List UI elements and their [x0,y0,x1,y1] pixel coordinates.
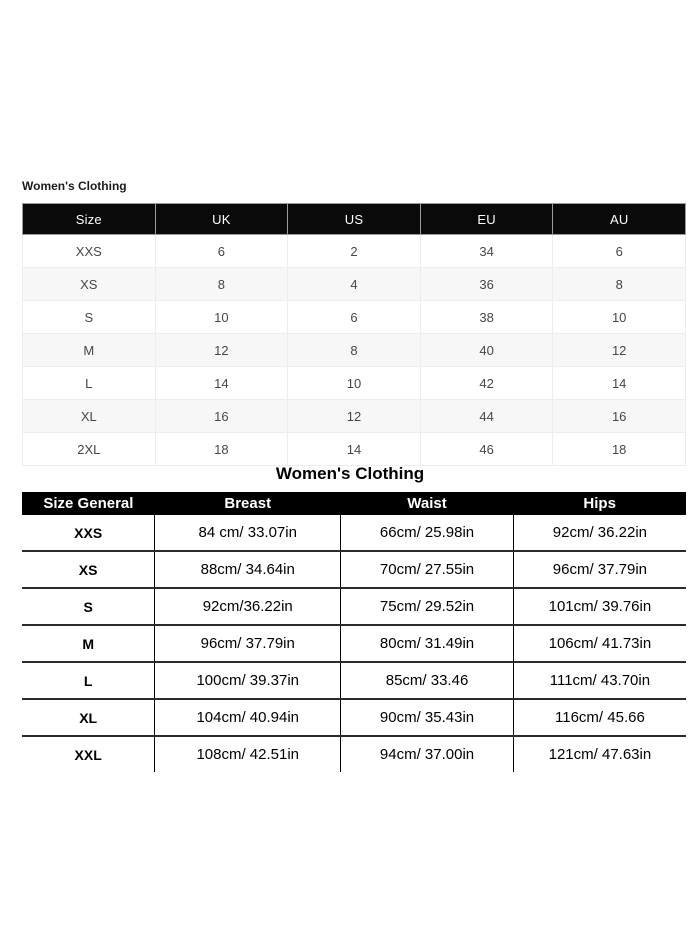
header-row [23,204,686,235]
table-row [23,400,686,433]
value-cell: 101cm/ 39.76in [513,588,686,625]
table-row [22,699,686,736]
value-cell: 10 [155,301,288,334]
value-cell: 106cm/ 41.73in [513,625,686,662]
value-cell: 80cm/ 31.49in [341,625,514,662]
value-cell: 96cm/ 37.79in [155,625,341,662]
table-row [22,662,686,699]
value-cell: 85cm/ 33.46 [341,662,514,699]
size-label-cell: M [23,334,156,367]
value-cell: 104cm/ 40.94in [155,699,341,736]
value-cell: 75cm/ 29.52in [341,588,514,625]
value-cell: 10 [288,367,421,400]
table-row [22,588,686,625]
column-header: Size General [22,492,155,515]
value-cell: 6 [288,301,421,334]
value-cell: 66cm/ 25.98in [341,515,514,551]
value-cell: 8 [155,268,288,301]
table-row [23,367,686,400]
value-cell: 121cm/ 47.63in [513,736,686,772]
value-cell: 90cm/ 35.43in [341,699,514,736]
value-cell: 14 [155,367,288,400]
size-label-cell: S [22,588,155,625]
size-label-cell: XXL [22,736,155,772]
value-cell: 42 [420,367,553,400]
column-header: Breast [155,492,341,515]
size-label-cell: XL [22,699,155,736]
size-conversion-table [22,203,686,466]
value-cell: 8 [288,334,421,367]
size-label-cell: XL [23,400,156,433]
value-cell: 92cm/ 36.22in [513,515,686,551]
value-cell: 116cm/ 45.66 [513,699,686,736]
table-row [22,625,686,662]
conversion-table-title: Women's Clothing [22,179,127,193]
size-label-cell: XS [23,268,156,301]
value-cell: 14 [553,367,686,400]
column-header: AU [553,204,686,235]
value-cell: 12 [553,334,686,367]
value-cell: 96cm/ 37.79in [513,551,686,588]
column-header: US [288,204,421,235]
table-row [23,268,686,301]
size-label-cell: XXS [22,515,155,551]
value-cell: 4 [288,268,421,301]
value-cell: 18 [553,433,686,466]
column-header: EU [420,204,553,235]
value-cell: 108cm/ 42.51in [155,736,341,772]
value-cell: 12 [288,400,421,433]
table-row [23,433,686,466]
value-cell: 92cm/36.22in [155,588,341,625]
value-cell: 6 [553,235,686,268]
value-cell: 6 [155,235,288,268]
column-header: Waist [341,492,514,515]
size-label-cell: L [22,662,155,699]
value-cell: 94cm/ 37.00in [341,736,514,772]
table-row [22,736,686,772]
value-cell: 70cm/ 27.55in [341,551,514,588]
value-cell: 88cm/ 34.64in [155,551,341,588]
value-cell: 14 [288,433,421,466]
table-row [23,334,686,367]
value-cell: 44 [420,400,553,433]
value-cell: 38 [420,301,553,334]
value-cell: 111cm/ 43.70in [513,662,686,699]
value-cell: 40 [420,334,553,367]
value-cell: 34 [420,235,553,268]
size-label-cell: S [23,301,156,334]
table-row [22,515,686,551]
column-header: Hips [513,492,686,515]
column-header: UK [155,204,288,235]
value-cell: 46 [420,433,553,466]
value-cell: 10 [553,301,686,334]
table-row [23,235,686,268]
header-row [22,492,686,515]
size-label-cell: L [23,367,156,400]
size-label-cell: XXS [23,235,156,268]
value-cell: 8 [553,268,686,301]
value-cell: 84 cm/ 33.07in [155,515,341,551]
table-row [22,551,686,588]
size-label-cell: M [22,625,155,662]
value-cell: 16 [155,400,288,433]
value-cell: 2 [288,235,421,268]
table-row [23,301,686,334]
value-cell: 100cm/ 39.37in [155,662,341,699]
size-label-cell: 2XL [23,433,156,466]
value-cell: 12 [155,334,288,367]
column-header: Size [23,204,156,235]
size-label-cell: XS [22,551,155,588]
measurement-table-title: Women's Clothing [275,464,425,483]
value-cell: 18 [155,433,288,466]
value-cell: 16 [553,400,686,433]
value-cell: 36 [420,268,553,301]
measurement-table [22,492,686,772]
